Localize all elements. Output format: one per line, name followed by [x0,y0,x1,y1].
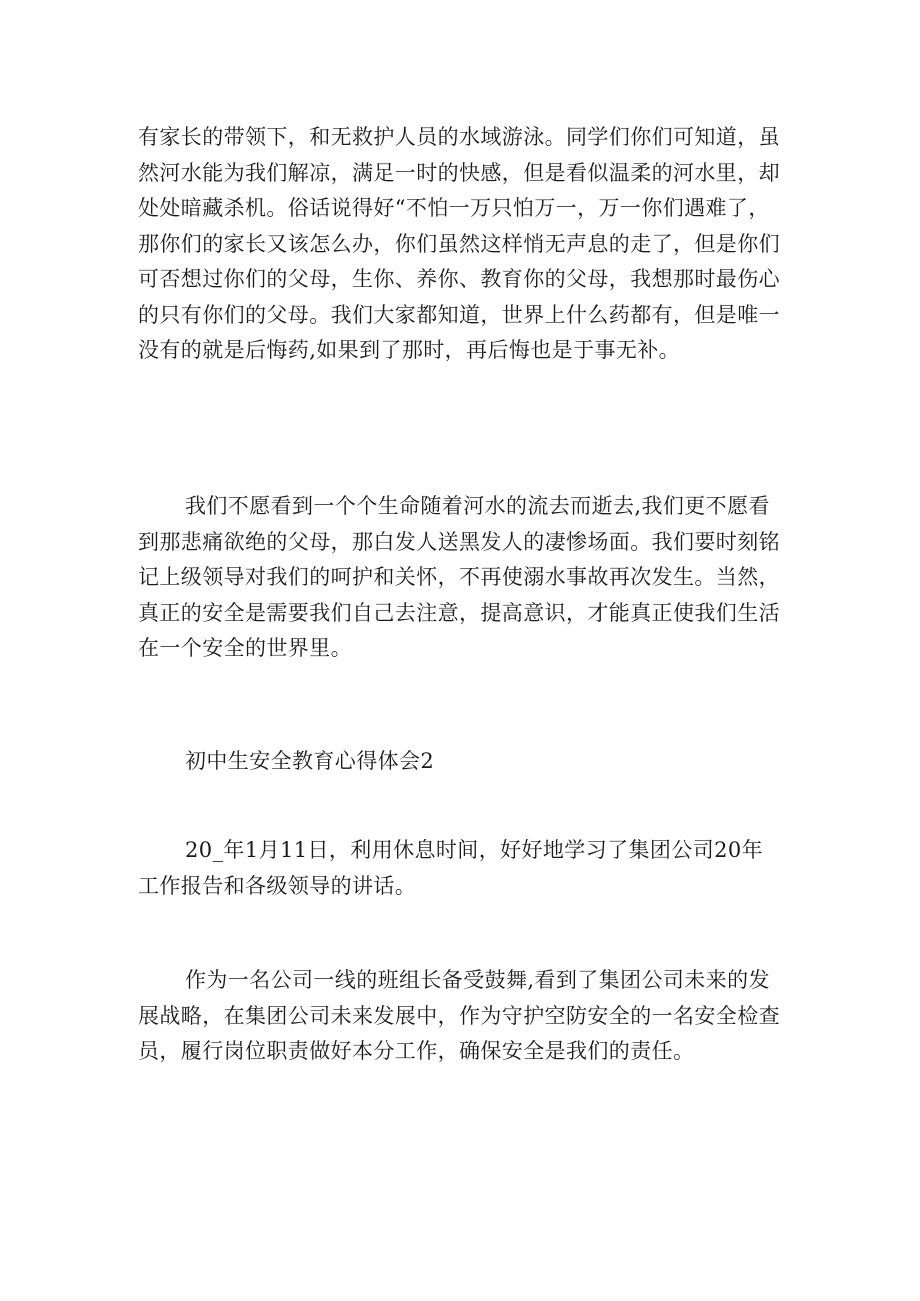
paragraph-line: 在一个安全的世界里。 [138,636,352,660]
section-heading-text: 初中生安全教育心得体会2 [185,749,435,773]
paragraph-line: 那你们的家长又该怎么办，你们虽然这样悄无声息的走了，但是你们 [138,231,780,256]
paragraph-line: 工作报告和各级领导的讲话。 [138,873,417,898]
paragraph-3 [138,833,786,904]
paragraph-line: 没有的就是后悔药,如果到了那时，再后悔也是于事无补。 [138,338,681,362]
paragraph-line: 记上级领导对我们的呵护和关怀，不再使溺水事故再次发生。当然， [138,565,780,589]
paragraph-line: 然河水能为我们解凉，满足一时的快感，但是看似温柔的河水里，却 [138,160,780,185]
paragraph-line: 作为一名公司一线的班组长备受鼓舞,看到了集团公司未来的发 [185,968,770,992]
paragraph-1 [138,120,786,369]
section-heading [138,744,786,780]
paragraph-line: 展战略，在集团公司未来发展中，作为守护空防安全的一名安全检查 [138,1003,780,1028]
paragraph-line: 的只有你们的父母。我们大家都知道，世界上什么药都有，但是唯一 [138,302,780,327]
paragraph-line: 20_年1月11日，利用休息时间，好好地学习了集团公司20年 [185,838,764,862]
paragraph-2 [138,489,786,667]
paragraph-line: 我们不愿看到一个个生命随着河水的流去而逝去,我们更不愿看 [185,494,770,518]
paragraph-line: 真正的安全是需要我们自己去注意，提高意识，才能真正使我们生活 [138,600,780,625]
paragraph-line: 可否想过你们的父母，生你、养你、教育你的父母，我想那时最伤心 [138,267,780,291]
paragraph-4 [138,963,786,1070]
paragraph-line: 处处暗藏杀机。俗话说得好“不怕一万只怕万一，万一你们遇难了， [138,196,770,220]
paragraph-line: 员，履行岗位职责做好本分工作，确保安全是我们的责任。 [138,1039,695,1063]
paragraph-line: 到那悲痛欲绝的父母，那白发人送黑发人的凄惨场面。我们要时刻铭 [138,529,780,554]
paragraph-line: 有家长的带领下，和无救护人员的水域游泳。同学们你们可知道，虽 [138,125,780,149]
